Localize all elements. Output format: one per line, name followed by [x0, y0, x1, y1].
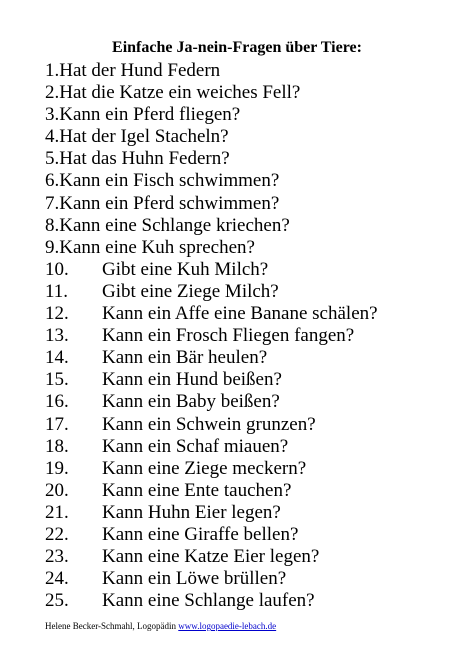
question-text: Gibt eine Ziege Milch? — [102, 280, 279, 302]
question-text: Kann eine Katze Eier legen? — [102, 546, 320, 568]
question-number: 25. — [45, 590, 69, 612]
question-item — [45, 170, 378, 192]
question-number: 24. — [45, 568, 69, 590]
question-text: Kann eine Kuh sprechen? — [59, 236, 255, 258]
question-text: Kann ein Hund beißen? — [102, 369, 282, 391]
question-item — [45, 369, 378, 391]
question-item — [45, 436, 378, 458]
question-number: 15. — [45, 369, 69, 391]
question-text: Kann ein Schwein grunzen? — [102, 413, 316, 435]
question-text: Kann ein Baby beißen? — [102, 391, 280, 413]
question-number: 13. — [45, 325, 69, 347]
question-number: 10. — [45, 258, 69, 280]
question-number: 12. — [45, 303, 69, 325]
question-number: 23. — [45, 546, 69, 568]
question-number: 1. — [45, 60, 60, 81]
question-item — [45, 325, 378, 347]
question-item — [45, 82, 378, 104]
question-number: 8. — [45, 214, 60, 236]
question-text: Kann ein Fisch schwimmen? — [59, 170, 280, 192]
question-text: Kann ein Frosch Fliegen fangen? — [102, 325, 355, 347]
question-item — [45, 458, 378, 480]
question-number: 17. — [45, 413, 69, 435]
question-item — [45, 303, 378, 325]
page-title: Einfache Ja-nein-Fragen über Tiere: — [112, 39, 362, 56]
question-number: 14. — [45, 347, 69, 369]
question-number: 19. — [45, 457, 69, 479]
question-item — [45, 193, 378, 215]
question-item — [45, 347, 378, 369]
question-text: Kann Huhn Eier legen? — [102, 501, 281, 523]
question-item — [45, 60, 378, 82]
question-text: Hat die Katze ein weiches Fell? — [59, 82, 301, 104]
footer-author: Helene Becker-Schmahl, Logopädin — [45, 621, 177, 631]
question-text: Kann ein Pferd schwimmen? — [59, 192, 280, 214]
footer — [45, 620, 276, 632]
question-item — [45, 281, 378, 303]
question-item — [45, 148, 378, 170]
question-number: 6. — [45, 170, 60, 192]
question-item — [45, 237, 378, 259]
question-number: 2. — [45, 82, 60, 104]
question-text: Kann ein Affe eine Banane schälen? — [102, 303, 378, 325]
question-item — [45, 259, 378, 281]
question-text: Kann ein Pferd fliegen? — [59, 104, 241, 126]
question-text: Gibt eine Kuh Milch? — [102, 258, 269, 280]
question-list — [45, 60, 378, 612]
question-text: Kann eine Ente tauchen? — [102, 479, 292, 501]
question-item — [45, 480, 378, 502]
footer-website-link[interactable]: www.logopaedie-lebach.de — [178, 621, 277, 631]
question-item — [45, 590, 378, 612]
question-item — [45, 391, 378, 413]
question-number: 7. — [45, 192, 60, 214]
question-text: Kann eine Ziege meckern? — [102, 457, 307, 479]
question-item — [45, 126, 378, 148]
question-number: 9. — [45, 236, 60, 258]
question-item — [45, 104, 378, 126]
question-number: 4. — [45, 126, 60, 148]
question-number: 22. — [45, 523, 69, 545]
question-item — [45, 215, 378, 237]
question-text: Hat das Huhn Federn? — [59, 148, 230, 170]
question-number: 11. — [45, 280, 69, 302]
question-number: 16. — [45, 391, 69, 413]
question-item — [45, 414, 378, 436]
question-text: Hat der Igel Stacheln? — [59, 126, 229, 148]
question-text: Kann ein Bär heulen? — [102, 347, 268, 369]
question-text: Kann eine Giraffe bellen? — [102, 523, 299, 545]
question-number: 21. — [45, 501, 69, 523]
question-text: Hat der Hund Federn — [59, 60, 221, 81]
question-number: 3. — [45, 104, 60, 126]
question-item — [45, 524, 378, 546]
question-item — [45, 546, 378, 568]
question-text: Kann ein Löwe brüllen? — [102, 568, 287, 590]
question-number: 5. — [45, 148, 60, 170]
question-item — [45, 502, 378, 524]
question-item — [45, 568, 378, 590]
question-number: 20. — [45, 479, 69, 501]
question-text: Kann eine Schlange kriechen? — [59, 214, 290, 236]
question-number: 18. — [45, 435, 69, 457]
question-text: Kann ein Schaf miauen? — [102, 435, 289, 457]
question-text: Kann eine Schlange laufen? — [102, 590, 315, 612]
